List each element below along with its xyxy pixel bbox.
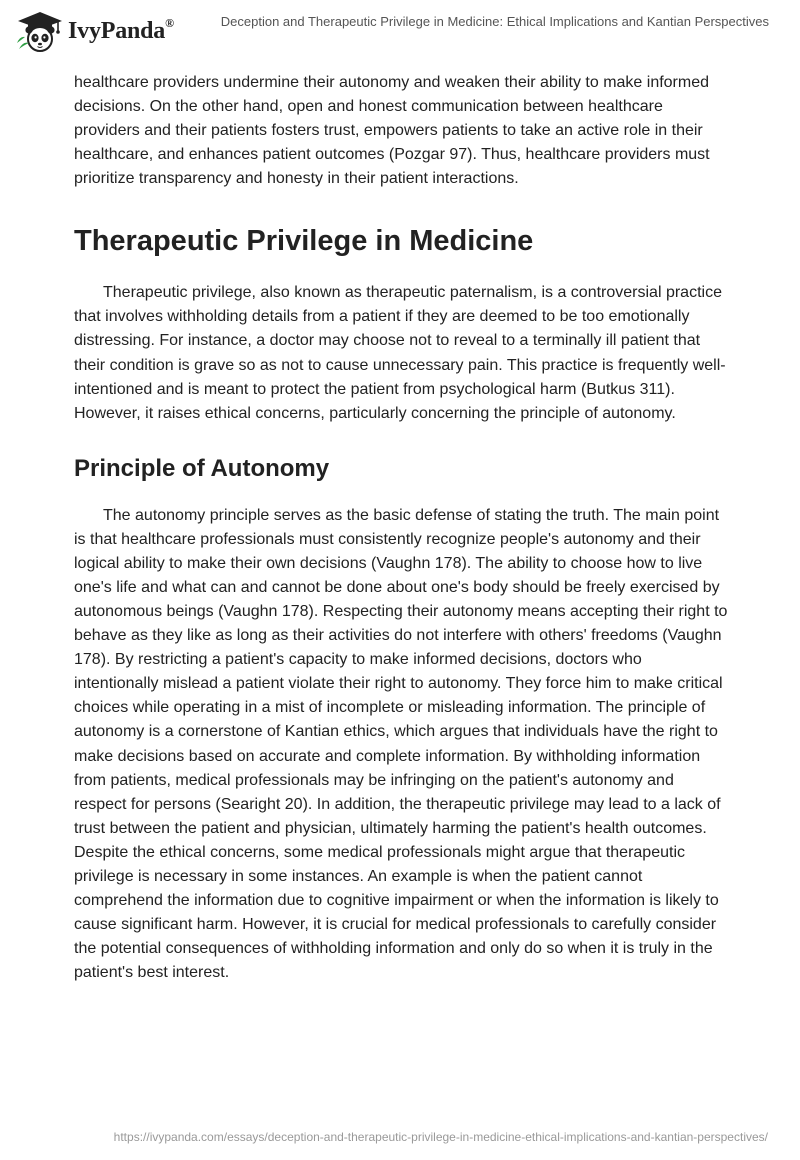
document-title: Deception and Therapeutic Privilege in Medicine: Ethical Implications and Kantian Perspectives: [220, 14, 769, 29]
therapeutic-privilege-paragraph: Therapeutic privilege, also known as therapeutic paternalism, is a controversial practice that involves withholding details from a patient if they are deemed to be too emotionally distressing. For instance, a doctor may choose not to reveal to a terminally ill patient that their condition is grave so as not to cause unnecessary pain. This practice is frequently well-intentioned and is meant to protect the patient from psychological harm (Butkus 311). However, it raises ethical concerns, particularly concerning the principle of autonomy.: [74, 284, 726, 422]
section-heading-therapeutic-privilege: Therapeutic Privilege in Medicine: [74, 225, 534, 258]
intro-paragraph: healthcare providers undermine their autonomy and weaken their ability to make informed decisions. On the other hand, open and honest communication between healthcare providers and their patients fosters trust, empowers patients to take an active role in their healthcare, and enhances patient outcomes (Pozgar 97). Thus, healthcare providers must prioritize transparency and honesty in their patient interactions.: [74, 74, 710, 188]
page-header: [0, 0, 800, 64]
source-url[interactable]: https://ivypanda.com/essays/deception-and-therapeutic-privilege-in-medicine-ethical-implications-and-kantian-perspectives/: [113, 1130, 768, 1144]
essay-body: [74, 71, 728, 986]
ivypanda-logo[interactable]: [14, 9, 174, 53]
section-heading-principle-of-autonomy: Principle of Autonomy: [74, 454, 330, 482]
panda-graduate-icon: [14, 9, 64, 53]
logo-wordmark: IvyPanda®: [68, 15, 174, 44]
principle-of-autonomy-paragraph: The autonomy principle serves as the basic defense of stating the truth. The main point is that healthcare professionals must consistently recognize people's autonomy and their logical ability to make their own decisions (Vaughn 178). The ability to choose how to live one's life and what can and cannot be done about one's body should be freely exercised by autonomous beings (Vaughn 178). Respecting their autonomy means accepting their right to behave as they like as long as their activities do not interfere with others' freedoms (Vaughn 178). By restricting a patient's capacity to make informed decisions, doctors who intentionally mislead a patient violate their right to autonomy. They force him to make critical choices while operating in a mist of incomplete or misleading information. The principle of autonomy is a cornerstone of Kantian ethics, which argues that individuals have the right to make decisions based on accurate and complete information. By withholding information from patients, medical professionals may be infringing on the patient's autonomy and respect for persons (Searight 20). In addition, the therapeutic privilege may lead to a lack of trust between the patient and physician, ultimately harming the patient's health outcomes. Despite the ethical concerns, some medical professionals might argue that therapeutic privilege is necessary in some instances. An example is when the patient cannot comprehend the information due to cognitive impairment or when the information is likely to cause significant harm. However, it is crucial for medical professionals to carefully consider the potential consequences of withholding information and only do so when it is truly in the patient's best interest.: [74, 506, 728, 982]
